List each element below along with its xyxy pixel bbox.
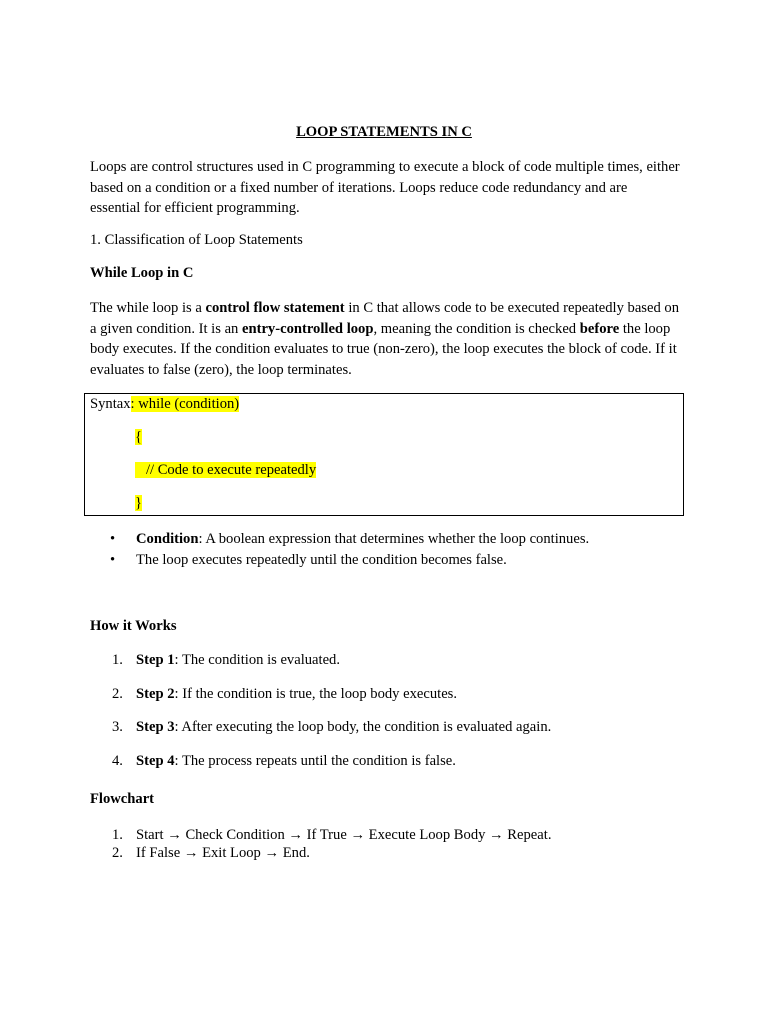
classification-heading: 1. Classification of Loop Statements — [90, 232, 303, 248]
syntax-line-1 — [90, 396, 239, 413]
while-loop-paragraph — [90, 298, 680, 380]
list-item — [90, 827, 690, 845]
flow-text: Start → Check Condition → If True → Execute Loop Body → Repeat. — [136, 827, 552, 843]
bullet-icon: • — [110, 531, 116, 547]
para-text-2: in C that allows code to be executed repeatedly based on a given condition. It is an — [90, 300, 679, 337]
syntax-while-code: : while (condition) — [130, 396, 240, 412]
syntax-close-brace: } — [135, 495, 143, 511]
flow-number: 2. — [112, 845, 123, 861]
flowchart-list — [90, 827, 690, 863]
step-label: Step 1 — [136, 652, 175, 668]
steps-list — [90, 652, 690, 786]
step-number: 1. — [112, 652, 123, 668]
document-title: LOOP STATEMENTS IN C — [296, 124, 472, 140]
step-label: Step 3 — [136, 719, 175, 735]
para-bold-2: entry-controlled loop — [242, 320, 374, 337]
para-text-1: The while loop is a — [90, 300, 206, 316]
step-text: : After executing the loop body, the condition is evaluated again. — [174, 719, 552, 735]
list-item — [90, 845, 690, 863]
how-it-works-heading: How it Works — [90, 618, 177, 634]
bullet-text: : A boolean expression that determines whether the loop continues. — [198, 531, 590, 547]
list-item — [90, 686, 690, 720]
list-item — [90, 753, 690, 787]
step-label: Step 2 — [136, 685, 175, 702]
syntax-open-brace: { — [135, 429, 143, 445]
step-text: : If the condition is true, the loop body executes. — [174, 685, 457, 702]
step-number: 4. — [112, 752, 123, 769]
bullet-text: The loop executes repeatedly until the condition becomes false. — [136, 552, 507, 568]
bullet-list — [90, 531, 690, 573]
syntax-comment: // Code to execute repeatedly — [135, 462, 317, 478]
syntax-label: Syntax — [90, 396, 131, 412]
bullet-bold: Condition — [136, 531, 199, 547]
flow-text: If False → Exit Loop → End. — [136, 845, 310, 861]
syntax-line-3 — [135, 462, 316, 479]
while-loop-heading: While Loop in C — [90, 265, 194, 281]
syntax-line-2 — [135, 429, 142, 446]
para-text-3: , meaning the condition is checked — [373, 320, 580, 337]
flowchart-heading: Flowchart — [90, 791, 155, 807]
list-item — [90, 719, 690, 753]
list-item — [90, 552, 690, 573]
para-bold-1: control flow statement — [205, 300, 345, 316]
step-number: 3. — [112, 719, 123, 735]
step-text: : The condition is evaluated. — [174, 652, 341, 668]
syntax-line-4 — [135, 495, 142, 512]
list-item — [90, 531, 690, 552]
flow-number: 1. — [112, 827, 123, 843]
para-text-4: the loop body executes. If the condition evaluates to true (non-zero), the loop executes the block of code. If it evaluates to false (zero), the loop terminates. — [90, 320, 677, 378]
para-bold-3: before — [579, 320, 620, 337]
list-item — [90, 652, 690, 686]
step-number: 2. — [112, 685, 123, 702]
intro-paragraph: Loops are control structures used in C programming to execute a block of code multiple times, either based on a condition or a fixed number of iterations. Loops reduce code redundancy and are essential for efficient programming. — [90, 159, 680, 216]
syntax-box — [84, 393, 684, 516]
step-text: : The process repeats until the condition is false. — [174, 752, 456, 769]
step-label: Step 4 — [136, 752, 175, 769]
bullet-icon: • — [110, 552, 116, 568]
